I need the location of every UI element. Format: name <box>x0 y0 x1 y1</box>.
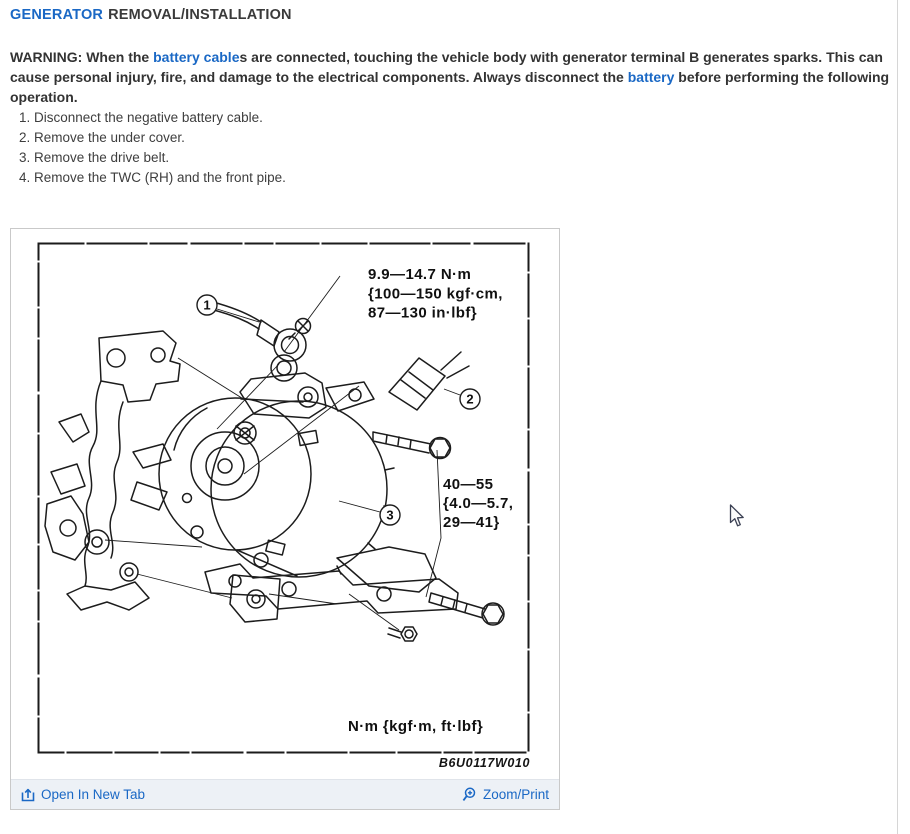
figure-id-label: B6U0117W010 <box>438 756 530 770</box>
open-in-new-tab-icon <box>21 788 35 802</box>
torque-label-right-line3: 29—41} <box>443 514 500 531</box>
step-item-4: 4. Remove the TWC (RH) and the front pipe. <box>34 168 286 188</box>
step-item-1: 1. Disconnect the negative battery cable. <box>34 108 286 128</box>
zoom-print-label: Zoom/Print <box>482 787 549 802</box>
generator-diagram <box>37 242 530 754</box>
figure-viewer-panel <box>10 228 560 810</box>
zoom-magnifier-icon <box>462 787 477 802</box>
battery-link[interactable]: battery <box>627 69 675 85</box>
battery-cable-link[interactable]: battery cable <box>153 49 240 65</box>
step-item-2: 2. Remove the under cover. <box>34 128 286 148</box>
warning-text-segment: WARNING: When the <box>10 49 154 65</box>
torque-label-top-line3: 87—130 in·lbf} <box>368 304 477 322</box>
open-in-new-tab-link[interactable] <box>21 787 145 802</box>
alternator-line-art <box>45 302 504 641</box>
torque-label-top-line1: 9.9—14.7 N·m <box>368 266 472 283</box>
content-right-border <box>897 0 898 834</box>
callout-1 <box>197 295 259 322</box>
page-title <box>10 7 292 23</box>
callout-3-number: 3 <box>386 507 394 523</box>
step-item-3: 3. Remove the drive belt. <box>34 148 286 168</box>
warning-paragraph <box>10 47 890 107</box>
callout-2 <box>444 389 480 409</box>
procedure-steps-list <box>10 108 286 188</box>
page-title-rest: REMOVAL/INSTALLATION <box>108 7 292 23</box>
zoom-print-link[interactable] <box>462 787 549 802</box>
warning-text-segment: before performing the following operation. <box>10 69 890 105</box>
mouse-cursor <box>729 504 746 533</box>
callout-2-number: 2 <box>466 391 474 407</box>
open-in-new-tab-label: Open In New Tab <box>41 787 146 802</box>
torque-label-right-line1: 40—55 <box>443 476 494 493</box>
torque-label-top-line2: {100—150 kgf·cm, <box>368 285 503 303</box>
torque-units-label: N·m {kgf·m, ft·lbf} <box>348 718 484 735</box>
callout-3 <box>339 501 400 525</box>
callout-1-number: 1 <box>203 297 211 313</box>
torque-label-right-line2: {4.0—5.7, <box>443 495 514 512</box>
warning-text-segment: s are connected, touching the vehicle body with generator terminal B generates sparks. This can cause personal injury, fire, and damage to the electrical components. Always disconnect the <box>10 49 883 85</box>
generator-link[interactable]: GENERATOR <box>10 7 104 23</box>
viewer-toolbar <box>11 779 559 809</box>
